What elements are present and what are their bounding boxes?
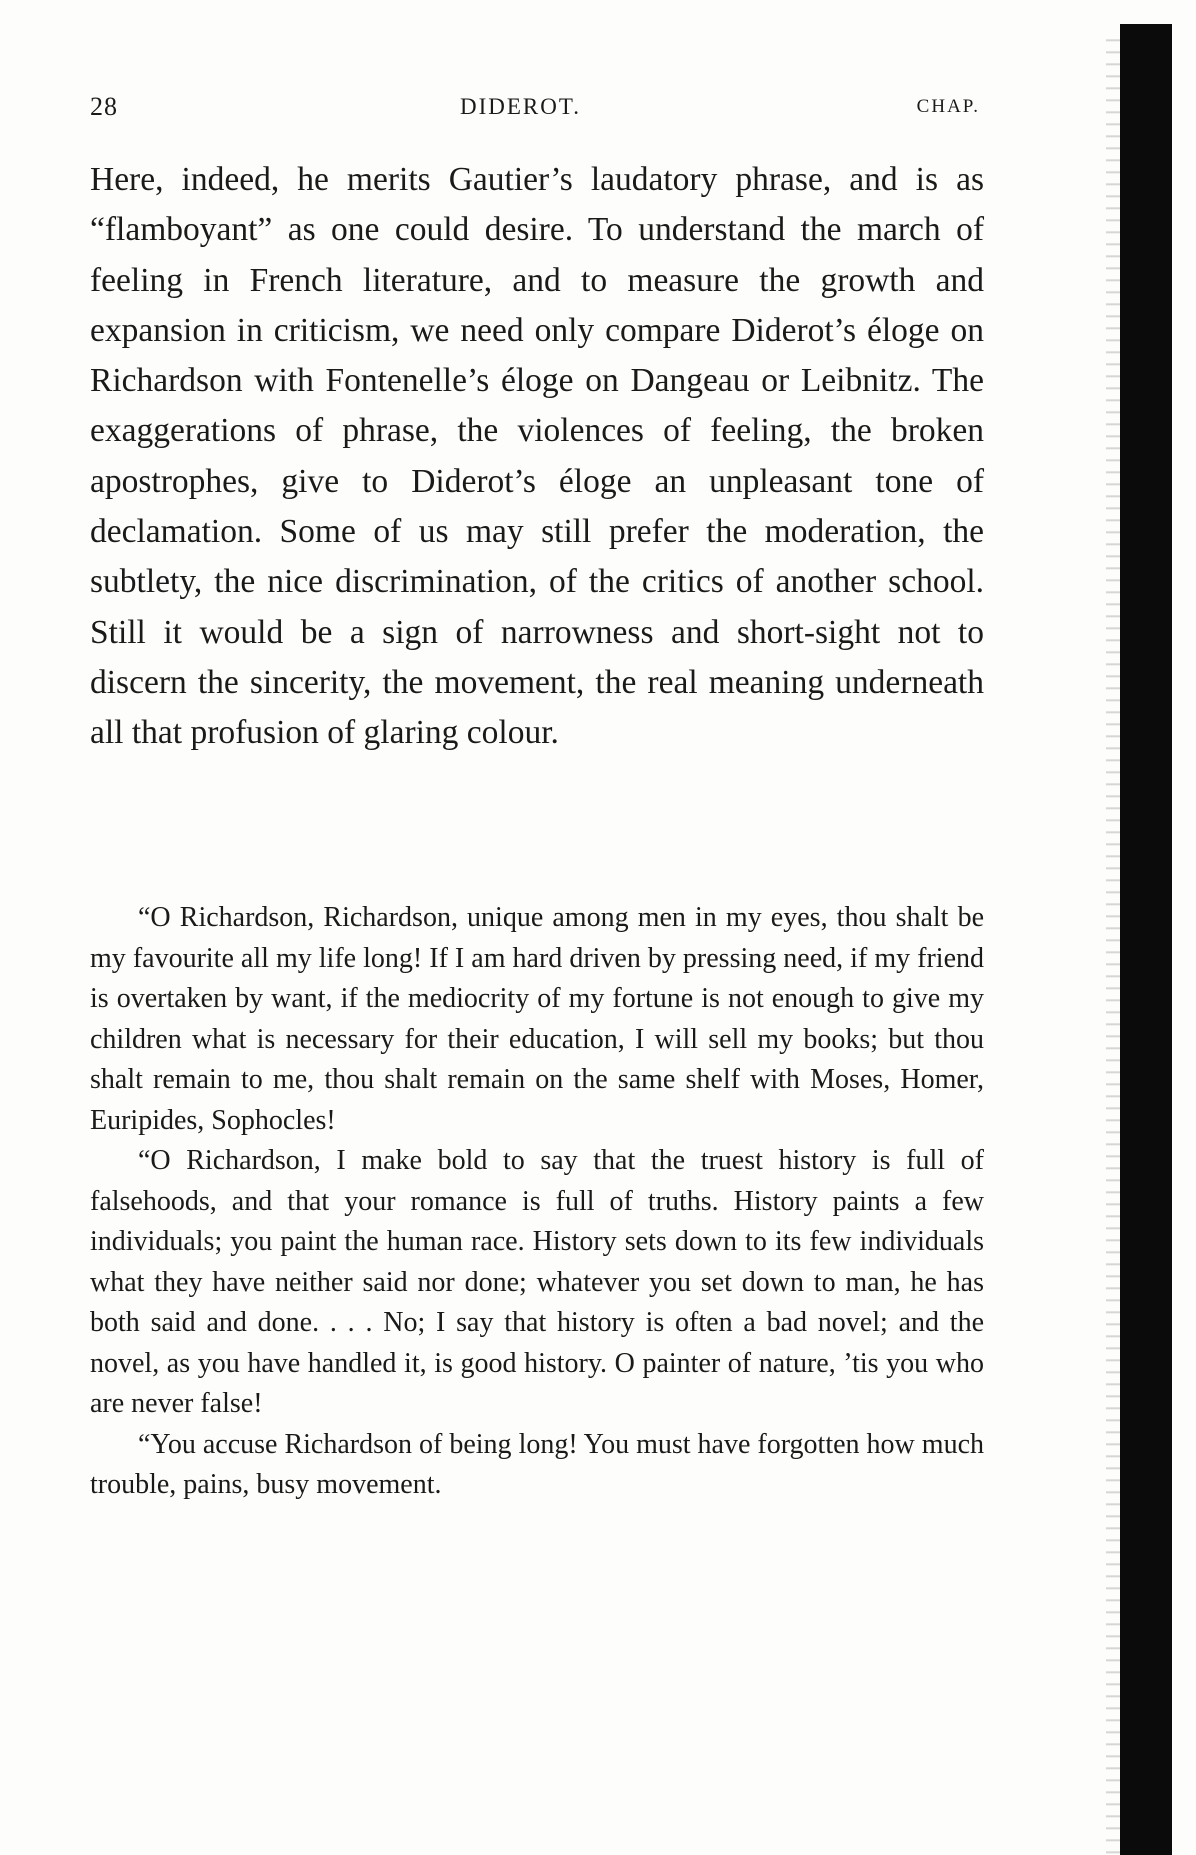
quote-paragraph: “O Richardson, Richardson, unique among men in my eyes, thou shalt be my favourite all my life long! If I am hard driven by pressing need, if my friend is overtaken by want, if the mediocrity of my fortune is not enough to give my children what is necessary for their education, I will sell my books; but thou shalt remain to me, thou shalt remain on the same shelf with Moses, Homer, Euripides, Sophocles! bbox=[90, 902, 984, 1136]
page-number: 28 bbox=[90, 92, 118, 121]
running-header bbox=[90, 92, 980, 132]
paragraph: Here, indeed, he merits Gautier’s laudatory phrase, and is as “flamboyant” as one could desire. To understand the march of feeling in French literature, and to measure the growth and expansion in criticism, we need only compare Diderot’s éloge on Richardson with Fontenelle’s éloge on Dangeau or Leibnitz. The exaggerations of phrase, the violences of feeling, the broken apostrophes, give to Diderot’s éloge an unpleasant tone of declamation. Some of us may still prefer the moderation, the subtlety, the nice discrimination, of the critics of another school. Still it would be a sign of narrowness and short-sight not to discern the sincerity, the movement, the real meaning underneath all that profusion of glaring colour. bbox=[90, 161, 984, 752]
scan-border-bar bbox=[1120, 24, 1172, 1855]
chapter-label: CHAP. bbox=[916, 96, 980, 117]
quote-paragraph: “O Richardson, I make bold to say that the truest history is full of falsehoods, and that your romance is full of truths. History paints a few individuals; you paint the human race. History sets down to its few individuals what they have neither said nor done; whatever you set down to man, he has both said and done. . . . No; I say that history is often a bad novel; and the novel, as you have handled it, is good history. O painter of nature, ’tis you who are never false! bbox=[90, 1145, 984, 1419]
quote-paragraph: “You accuse Richardson of being long! You must have forgotten how much trouble, pains, busy movement. bbox=[90, 1428, 984, 1500]
running-title: DIDEROT. bbox=[460, 94, 581, 119]
main-text bbox=[90, 155, 984, 759]
block-quote bbox=[90, 898, 984, 1506]
